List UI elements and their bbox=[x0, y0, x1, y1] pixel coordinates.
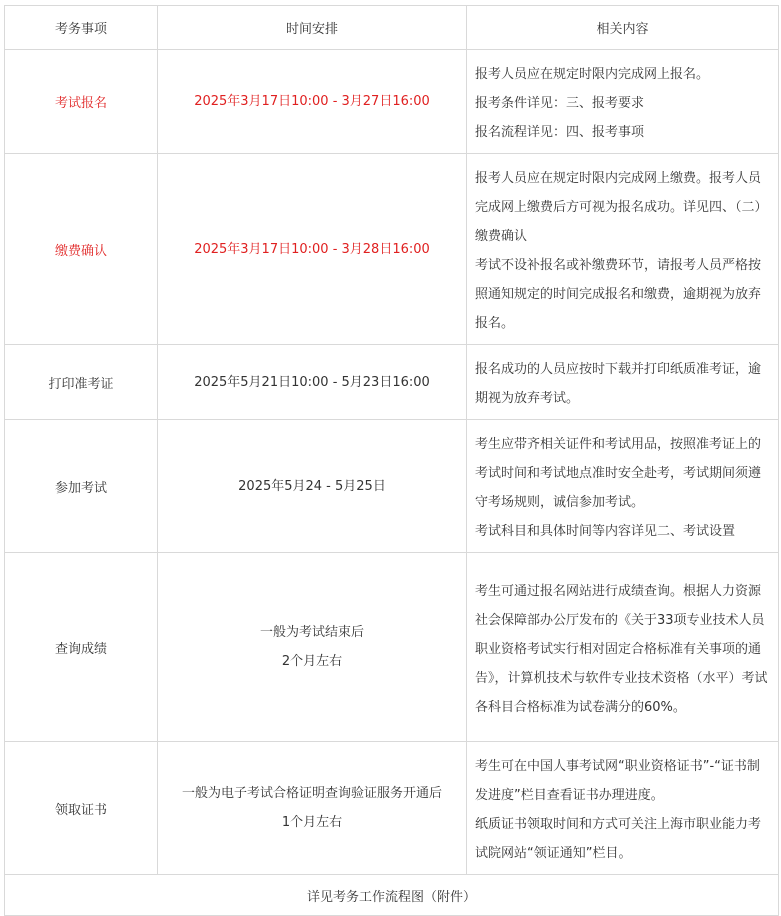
table-row bbox=[5, 50, 779, 154]
content-paragraph: 考生可在中国人事考试网“职业资格证书”-“证书制发进度”栏目查看证书办理进度。 bbox=[475, 759, 760, 803]
row-time bbox=[158, 742, 467, 875]
table-row bbox=[5, 420, 779, 553]
table-row bbox=[5, 553, 779, 742]
table-row bbox=[5, 154, 779, 345]
time-line: 2025年5月21日10:00 - 5月23日16:00 bbox=[194, 374, 430, 390]
row-time bbox=[158, 154, 467, 345]
row-content bbox=[467, 420, 779, 553]
content-paragraph: 报考人员应在规定时限内完成网上报名。 bbox=[475, 67, 710, 82]
exam-schedule-table bbox=[4, 5, 779, 916]
row-time bbox=[158, 420, 467, 553]
row-item: 缴费确认 bbox=[5, 154, 158, 345]
row-item: 参加考试 bbox=[5, 420, 158, 553]
row-item: 领取证书 bbox=[5, 742, 158, 875]
content-paragraph: 考试科目和具体时间等内容详见二、考试设置 bbox=[475, 524, 736, 539]
row-content bbox=[467, 553, 779, 742]
row-content bbox=[467, 742, 779, 875]
content-paragraph: 报名流程详见：四、报考事项 bbox=[475, 125, 645, 140]
row-item: 考试报名 bbox=[5, 50, 158, 154]
content-paragraph: 报考条件详见：三、报考要求 bbox=[475, 96, 645, 111]
time-line: 2025年3月17日10:00 - 3月28日16:00 bbox=[194, 241, 430, 257]
content-paragraph: 考试不设补报名或补缴费环节，请报考人员严格按照通知规定的时间完成报名和缴费，逾期视为放弃报名。 bbox=[475, 258, 762, 331]
row-content bbox=[467, 154, 779, 345]
row-time bbox=[158, 553, 467, 742]
row-time bbox=[158, 345, 467, 420]
row-item: 打印准考证 bbox=[5, 345, 158, 420]
content-paragraph: 报考人员应在规定时限内完成网上缴费。报考人员完成网上缴费后方可视为报名成功。详见四、（二）缴费确认 bbox=[475, 171, 768, 244]
row-content bbox=[467, 345, 779, 420]
table-footer-row bbox=[5, 875, 779, 916]
table-row bbox=[5, 742, 779, 875]
row-time bbox=[158, 50, 467, 154]
content-paragraph: 报名成功的人员应按时下载并打印纸质准考证，逾期视为放弃考试。 bbox=[475, 362, 762, 406]
content-paragraph: 考生应带齐相关证件和考试用品，按照准考证上的考试时间和考试地点准时安全赴考，考试期间须遵守考场规则，诚信参加考试。 bbox=[475, 437, 762, 510]
time-line: 2025年3月17日10:00 - 3月27日16:00 bbox=[194, 94, 430, 109]
time-line: 1个月左右 bbox=[281, 815, 343, 830]
header-content: 相关内容 bbox=[467, 6, 779, 50]
time-line: 一般为电子考试合格证明查询验证服务开通后 bbox=[181, 786, 442, 801]
content-paragraph: 考生可通过报名网站进行成绩查询。根据人力资源社会保障部办公厅发布的《关于33项专业技术人员职业资格考试实行相对固定合格标准有关事项的通告》，计算机技术与软件专业技术资格（水平）考试各科目合格标准为试卷满分的60%。 bbox=[475, 583, 768, 715]
footer-note: 详见考务工作流程图（附件） bbox=[5, 875, 779, 916]
time-line: 2025年5月24 - 5月25日 bbox=[238, 478, 386, 494]
table-header-row bbox=[5, 6, 779, 50]
content-paragraph: 纸质证书领取时间和方式可关注上海市职业能力考试院网站“领证通知”栏目。 bbox=[475, 817, 762, 861]
header-item: 考务事项 bbox=[5, 6, 158, 50]
time-line: 2个月左右 bbox=[281, 654, 343, 669]
time-line: 一般为考试结束后 bbox=[259, 625, 364, 640]
row-item: 查询成绩 bbox=[5, 553, 158, 742]
header-time: 时间安排 bbox=[158, 6, 467, 50]
row-content bbox=[467, 50, 779, 154]
table-row bbox=[5, 345, 779, 420]
